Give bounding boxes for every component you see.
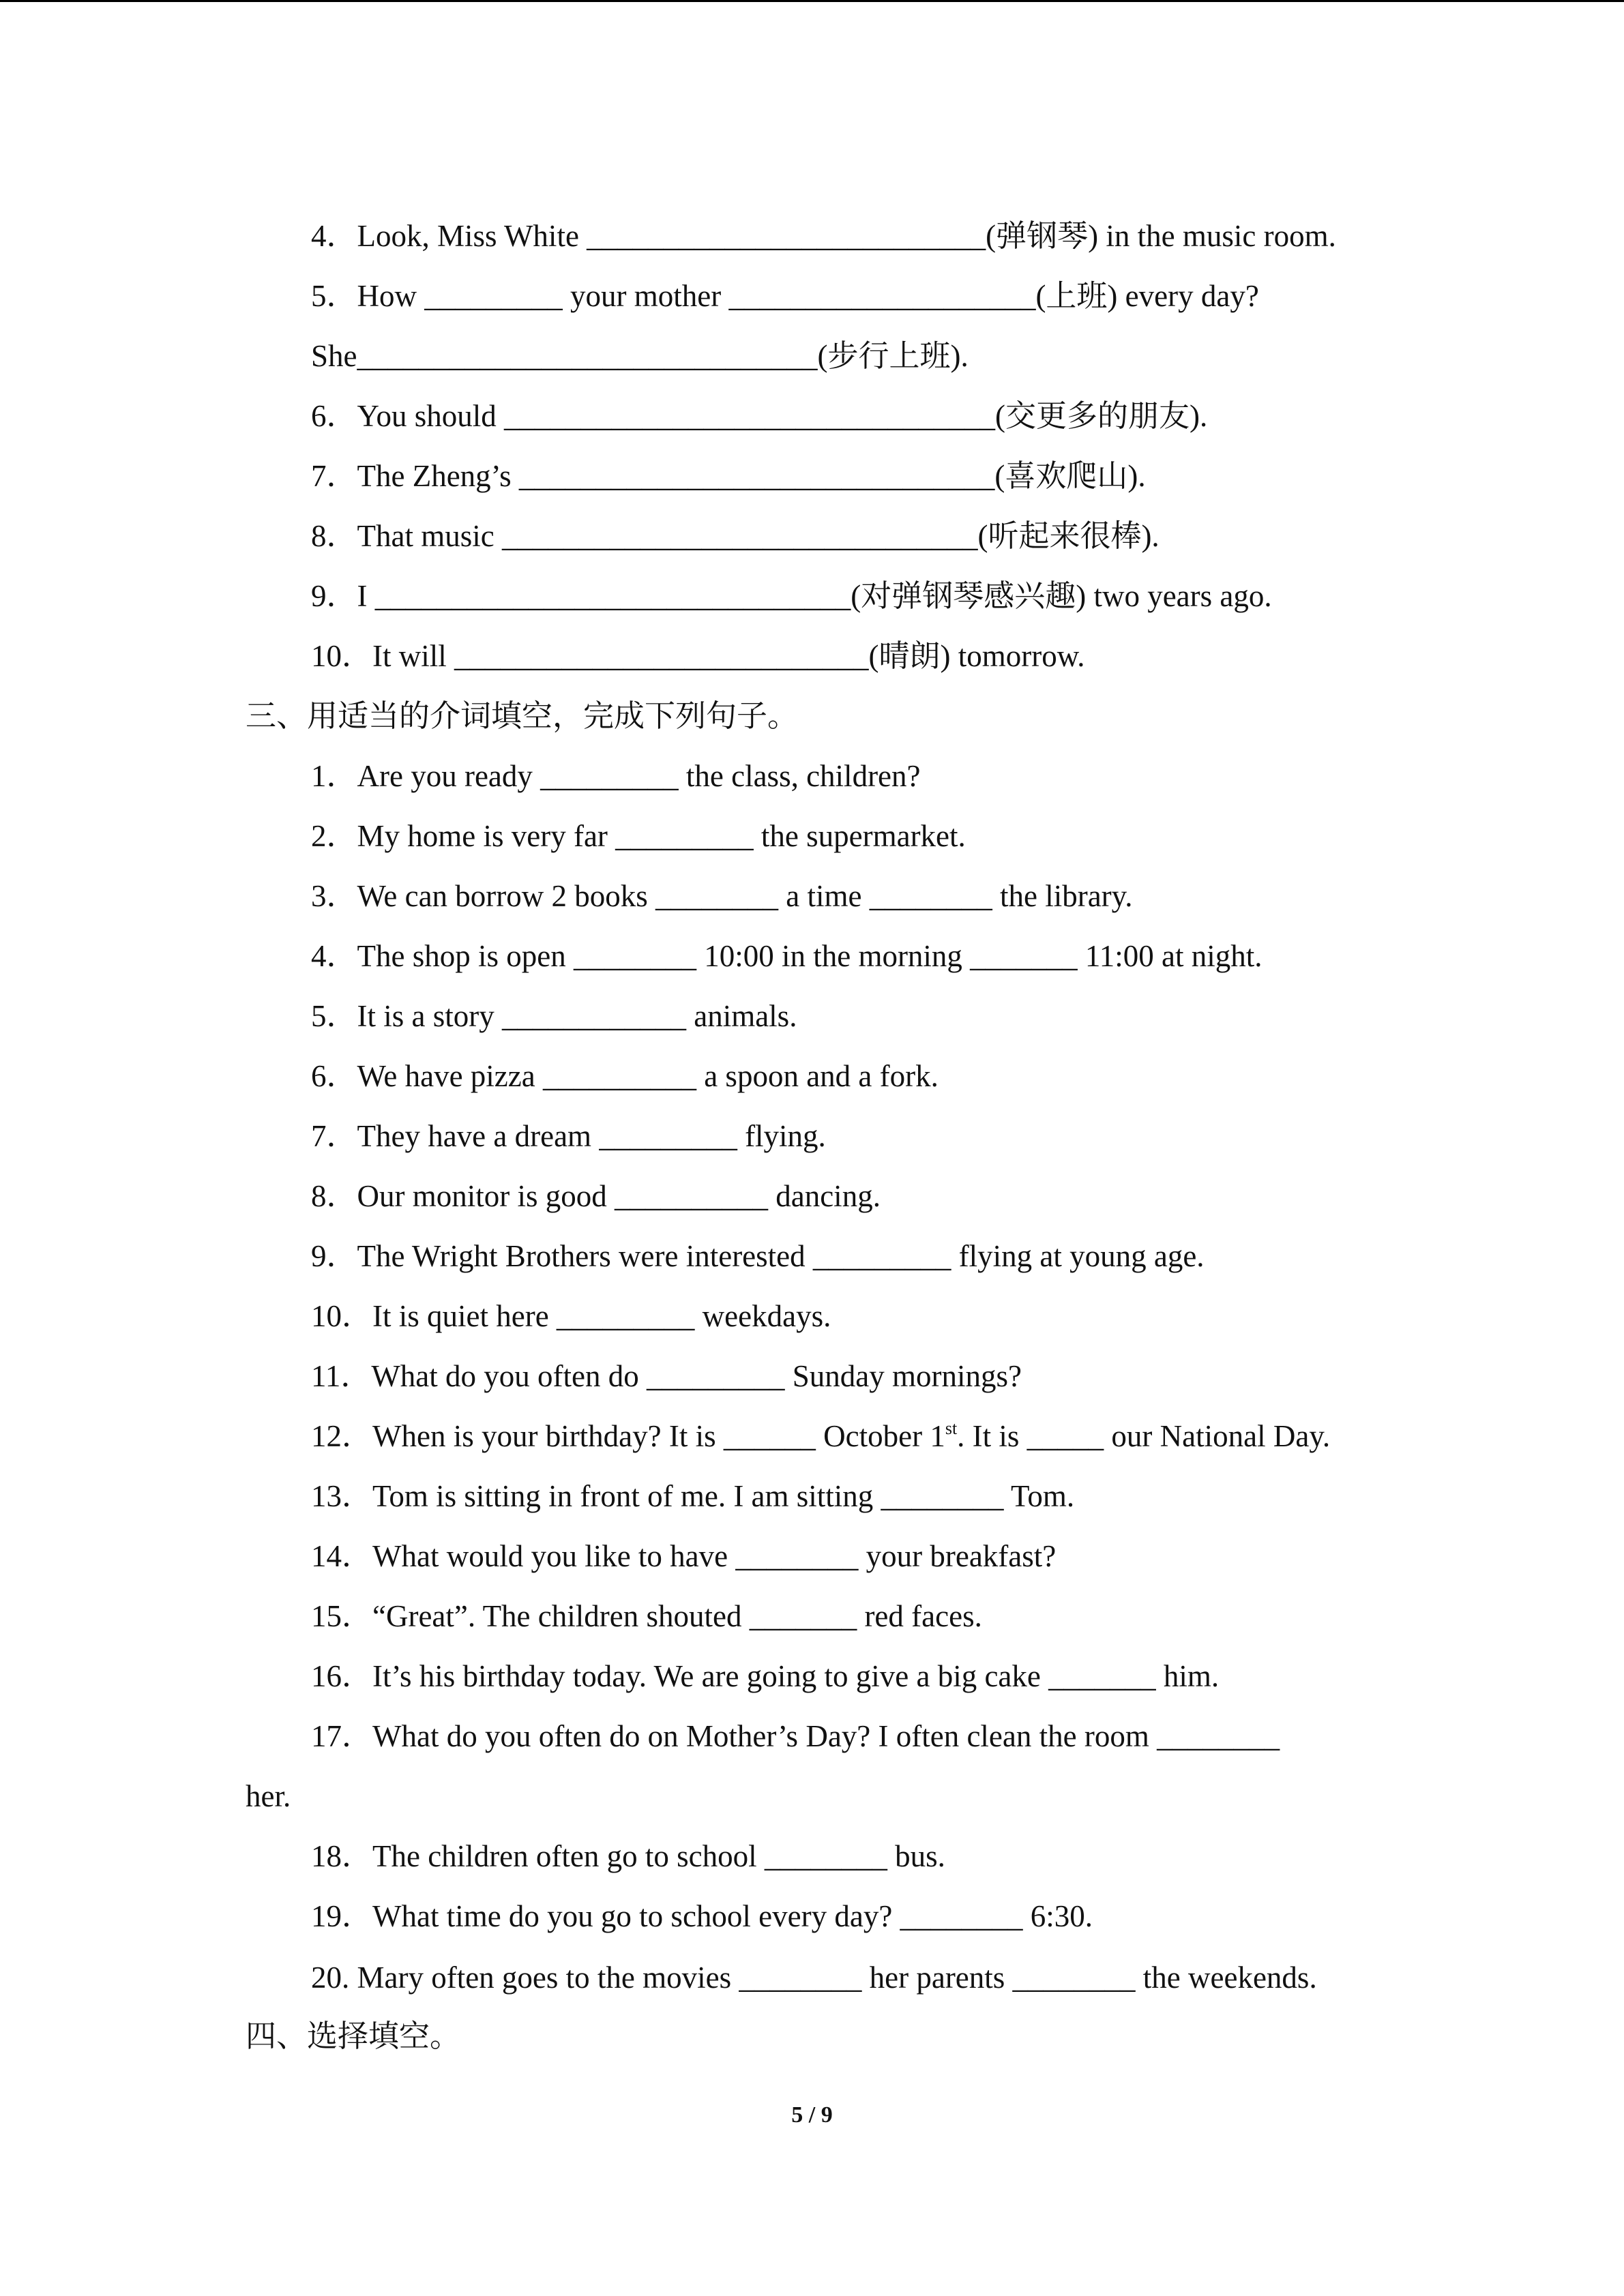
section3-item-2: 2．My home is very far _________ the supermarket. (311, 819, 966, 853)
section3-item-11: 11．What do you often do _________ Sunday mornings? (311, 1359, 1022, 1393)
part2-item-8: 8．That music _______________________________(听起来很棒). (311, 519, 1160, 553)
part2-item-5-answer: She______________________________(步行上班). (311, 339, 969, 373)
section3-item-16: 16．It’s his birthday today. We are going to give a big cake _______ him. (311, 1659, 1220, 1693)
part2-item-4: 4．Look, Miss White __________________________(弹钢琴) in the music room. (311, 219, 1336, 253)
section3-item-14: 14．What would you like to have ________ your breakfast? (311, 1539, 1057, 1573)
part2-item-5: 5．How _________ your mother ____________________(上班) every day? (311, 279, 1259, 313)
section3-item-3: 3．We can borrow 2 books ________ a time ________ the library. (311, 879, 1133, 913)
section3-item-6: 6．We have pizza __________ a spoon and a fork. (311, 1059, 939, 1093)
section3-item-15: 15．“Great”. The children shouted _______ red faces. (311, 1599, 982, 1633)
section3-item-18: 18．The children often go to school ________ bus. (311, 1839, 945, 1873)
section3-item-13: 13．Tom is sitting in front of me. I am sitting ________ Tom. (311, 1479, 1075, 1513)
section3-item-19: 19．What time do you go to school every day? ________ 6:30. (311, 1899, 1093, 1933)
page-number: 5 / 9 (791, 2102, 833, 2128)
part2-item-7: 7．The Zheng’s _______________________________(喜欢爬山). (311, 459, 1146, 493)
part2-item-6: 6．You should ________________________________(交更多的朋友). (311, 399, 1208, 433)
section3-heading: 三、用适当的介词填空，完成下列句子。 (246, 699, 799, 733)
part2-item-10: 10．It will ___________________________(晴朗) tomorrow. (311, 639, 1085, 673)
section3-item-12-before: 12．When is your birthday? It is ______ October 1 (311, 1419, 945, 1453)
top-border-line (0, 0, 1624, 2)
section4-heading: 四、选择填空。 (246, 2019, 461, 2053)
section3-item-10: 10．It is quiet here _________ weekdays. (311, 1299, 831, 1333)
section3-item-17: 17．What do you often do on Mother’s Day? I often clean the room ________ (311, 1719, 1280, 1753)
section3-item-12 (311, 1417, 1330, 1455)
section3-item-7: 7．They have a dream _________ flying. (311, 1119, 826, 1153)
section3-item-5: 5．It is a story ____________ animals. (311, 999, 797, 1033)
section3-item-20: 20. Mary often goes to the movies ________ her parents ________ the weekends. (311, 1960, 1317, 1995)
section3-item-12-after: . It is _____ our National Day. (957, 1419, 1331, 1453)
section3-item-17-wrap: her. (246, 1779, 291, 1813)
section3-item-1: 1．Are you ready _________ the class, children? (311, 759, 921, 793)
section3-item-4: 4．The shop is open ________ 10:00 in the morning _______ 11:00 at night. (311, 939, 1263, 973)
section3-item-12-superscript: st (945, 1418, 958, 1438)
section3-item-9: 9．The Wright Brothers were interested _________ flying at young age. (311, 1239, 1205, 1273)
part2-item-9: 9．I _______________________________(对弹钢琴感兴趣) two years ago. (311, 579, 1272, 613)
section3-item-8: 8．Our monitor is good __________ dancing. (311, 1179, 881, 1213)
